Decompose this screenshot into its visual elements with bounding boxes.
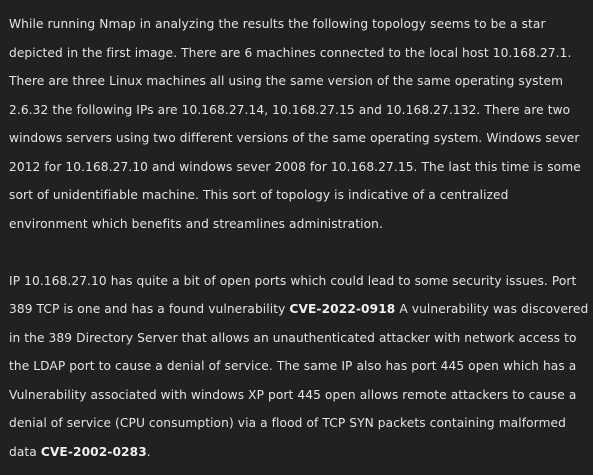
text-line xyxy=(9,438,589,467)
text-line: 2.6.32 the following IPs are 10.168.27.14, 10.168.27.15 and 10.168.27.132. There are two xyxy=(9,102,571,117)
text-line: in the 389 Directory Server that allows an unauthenticated attacker with network access to xyxy=(9,330,577,345)
paragraph-gap xyxy=(9,238,589,267)
text-line: the LDAP port to cause a denial of service. The same IP also has port 445 open which has a xyxy=(9,359,577,373)
text-line xyxy=(9,295,589,324)
cve-id-bold: CVE-2002-0283 xyxy=(40,444,147,459)
text-line: Vulnerability associated with windows XP port 445 open allows remote attackers to cause a xyxy=(9,387,577,402)
text-line: While running Nmap in analyzing the results the following topology seems to be a star xyxy=(9,17,546,31)
text-line: IP 10.168.27.10 has quite a bit of open ports which could lead to some security issues. Port xyxy=(9,273,577,288)
text-segment: 389 TCP is one and has a found vulnerability xyxy=(9,302,290,316)
vulnerability-paragraph xyxy=(9,267,589,467)
document-body xyxy=(9,10,589,466)
text-line: windows servers using two different versions of the same operating system. Windows sever xyxy=(9,131,580,145)
text-segment: A vulnerability was discovered xyxy=(395,302,589,316)
text-line: There are three Linux machines all using the same version of the same operating system xyxy=(9,74,564,88)
text-line: 2012 for 10.168.27.10 and windows sever 2008 for 10.168.27.15. The last this time is some xyxy=(9,159,581,174)
text-line: sort of unidentifiable machine. This sort of topology is indicative of a centralized xyxy=(9,188,509,202)
text-line: depicted in the first image. There are 6 machines connected to the local host 10.168.27.1. xyxy=(9,45,572,60)
cve-id-bold: CVE-2022-0918 xyxy=(289,302,396,316)
text-line: denial of service (CPU consumption) via a flood of TCP SYN packets containing malformed xyxy=(9,416,566,430)
text-line: environment which benefits and streamlines administration. xyxy=(9,216,383,231)
text-segment: . xyxy=(146,444,151,459)
topology-paragraph xyxy=(9,10,589,238)
text-segment: data xyxy=(9,444,41,459)
